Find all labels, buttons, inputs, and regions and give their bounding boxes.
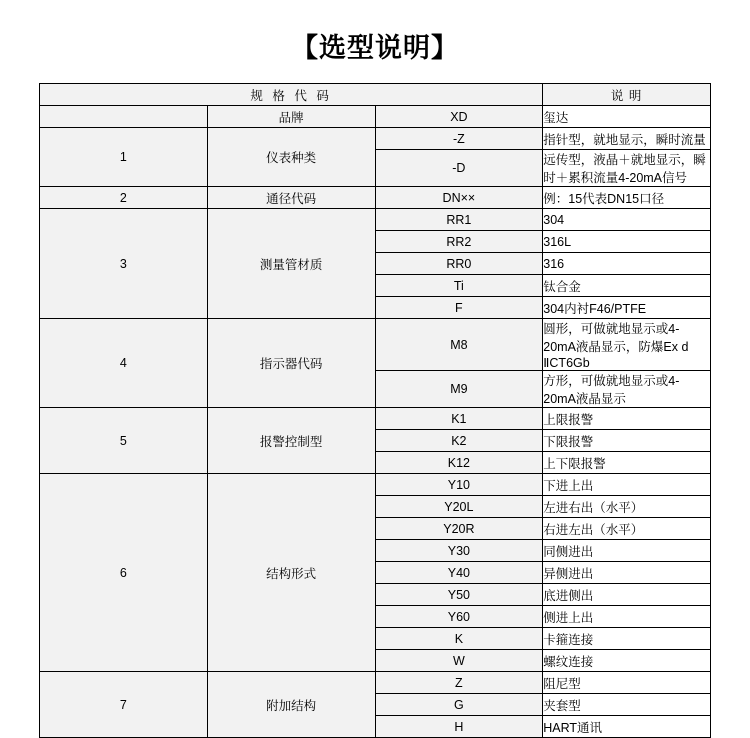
page-title: 【选型说明】 xyxy=(291,33,459,63)
description-cell: 304 xyxy=(543,209,711,231)
description-cell: 上下限报警 xyxy=(543,452,711,474)
spec-code-cell: XD xyxy=(375,106,543,128)
description-cell: 上限报警 xyxy=(543,408,711,430)
spec-code-cell: F xyxy=(375,297,543,319)
parameter-name-cell: 通径代码 xyxy=(207,187,375,209)
row-index-cell: 5 xyxy=(40,408,208,474)
description-cell: 异侧进出 xyxy=(543,562,711,584)
spec-code-cell: RR2 xyxy=(375,231,543,253)
spec-code-cell: K12 xyxy=(375,452,543,474)
row-index-cell: 1 xyxy=(40,128,208,187)
spec-code-cell: Z xyxy=(375,672,543,694)
spec-code-cell: Y50 xyxy=(375,584,543,606)
parameter-name-cell: 仪表种类 xyxy=(207,128,375,187)
table-row xyxy=(40,187,711,209)
spec-code-cell: RR1 xyxy=(375,209,543,231)
table-row xyxy=(40,474,711,496)
row-index-cell: 4 xyxy=(40,319,208,408)
description-cell: 钛合金 xyxy=(543,275,711,297)
description-cell: 夹套型 xyxy=(543,694,711,716)
row-index-cell: 3 xyxy=(40,209,208,319)
description-cell: 方形，可做就地显示或4-20mA液晶显示 xyxy=(543,371,711,408)
parameter-name-cell: 测量管材质 xyxy=(207,209,375,319)
row-index-cell xyxy=(40,106,208,128)
parameter-name-cell: 品牌 xyxy=(207,106,375,128)
spec-code-cell: -Z xyxy=(375,128,543,150)
table-row xyxy=(40,319,711,371)
row-index-cell: 2 xyxy=(40,187,208,209)
specification-table xyxy=(39,83,711,738)
row-index-cell: 6 xyxy=(40,474,208,672)
column-header-spec-code: 规 格 代 码 xyxy=(40,84,543,106)
description-cell: 玺达 xyxy=(543,106,711,128)
row-index-cell: 7 xyxy=(40,672,208,738)
description-cell: 316L xyxy=(543,231,711,253)
spec-code-cell: K1 xyxy=(375,408,543,430)
description-cell: 316 xyxy=(543,253,711,275)
description-cell: 卡箍连接 xyxy=(543,628,711,650)
description-cell: 同侧进出 xyxy=(543,540,711,562)
description-cell: 下限报警 xyxy=(543,430,711,452)
spec-code-cell: Y30 xyxy=(375,540,543,562)
spec-code-cell: RR0 xyxy=(375,253,543,275)
table-row xyxy=(40,672,711,694)
parameter-name-cell: 指示器代码 xyxy=(207,319,375,408)
table-head xyxy=(40,84,711,106)
description-cell: 阻尼型 xyxy=(543,672,711,694)
parameter-name-cell: 报警控制型 xyxy=(207,408,375,474)
spec-code-cell: K xyxy=(375,628,543,650)
description-cell: 底进侧出 xyxy=(543,584,711,606)
description-cell: 侧进上出 xyxy=(543,606,711,628)
spec-code-cell: M8 xyxy=(375,319,543,371)
spec-code-cell: DN×× xyxy=(375,187,543,209)
description-cell: 圆形，可做就地显示或4-20mA液晶显示，防爆Ex d ⅡCT6Gb xyxy=(543,319,711,371)
spec-code-cell: K2 xyxy=(375,430,543,452)
column-header-description: 说 明 xyxy=(543,84,711,106)
description-cell: 左进右出（水平） xyxy=(543,496,711,518)
table-row xyxy=(40,209,711,231)
table-header-row xyxy=(40,84,711,106)
spec-code-cell: Y20L xyxy=(375,496,543,518)
spec-code-cell: Y20R xyxy=(375,518,543,540)
description-cell: HART通讯 xyxy=(543,716,711,738)
description-cell: 指针型，就地显示，瞬时流量 xyxy=(543,128,711,150)
description-cell: 右进左出（水平） xyxy=(543,518,711,540)
spec-code-cell: W xyxy=(375,650,543,672)
parameter-name-cell: 结构形式 xyxy=(207,474,375,672)
spec-code-cell: Ti xyxy=(375,275,543,297)
spec-table-container xyxy=(0,83,750,738)
spec-code-cell: Y40 xyxy=(375,562,543,584)
description-cell: 螺纹连接 xyxy=(543,650,711,672)
table-row xyxy=(40,408,711,430)
table-body xyxy=(40,106,711,738)
description-cell: 例：15代表DN15口径 xyxy=(543,187,711,209)
table-row xyxy=(40,128,711,150)
table-row xyxy=(40,106,711,128)
spec-code-cell: G xyxy=(375,694,543,716)
spec-code-cell: -D xyxy=(375,150,543,187)
description-cell: 远传型，液晶＋就地显示，瞬时＋累积流量4-20mA信号 xyxy=(543,150,711,187)
spec-code-cell: Y10 xyxy=(375,474,543,496)
description-cell: 304内衬F46/PTFE xyxy=(543,297,711,319)
parameter-name-cell: 附加结构 xyxy=(207,672,375,738)
spec-code-cell: Y60 xyxy=(375,606,543,628)
description-cell: 下进上出 xyxy=(543,474,711,496)
spec-code-cell: H xyxy=(375,716,543,738)
spec-code-cell: M9 xyxy=(375,371,543,408)
